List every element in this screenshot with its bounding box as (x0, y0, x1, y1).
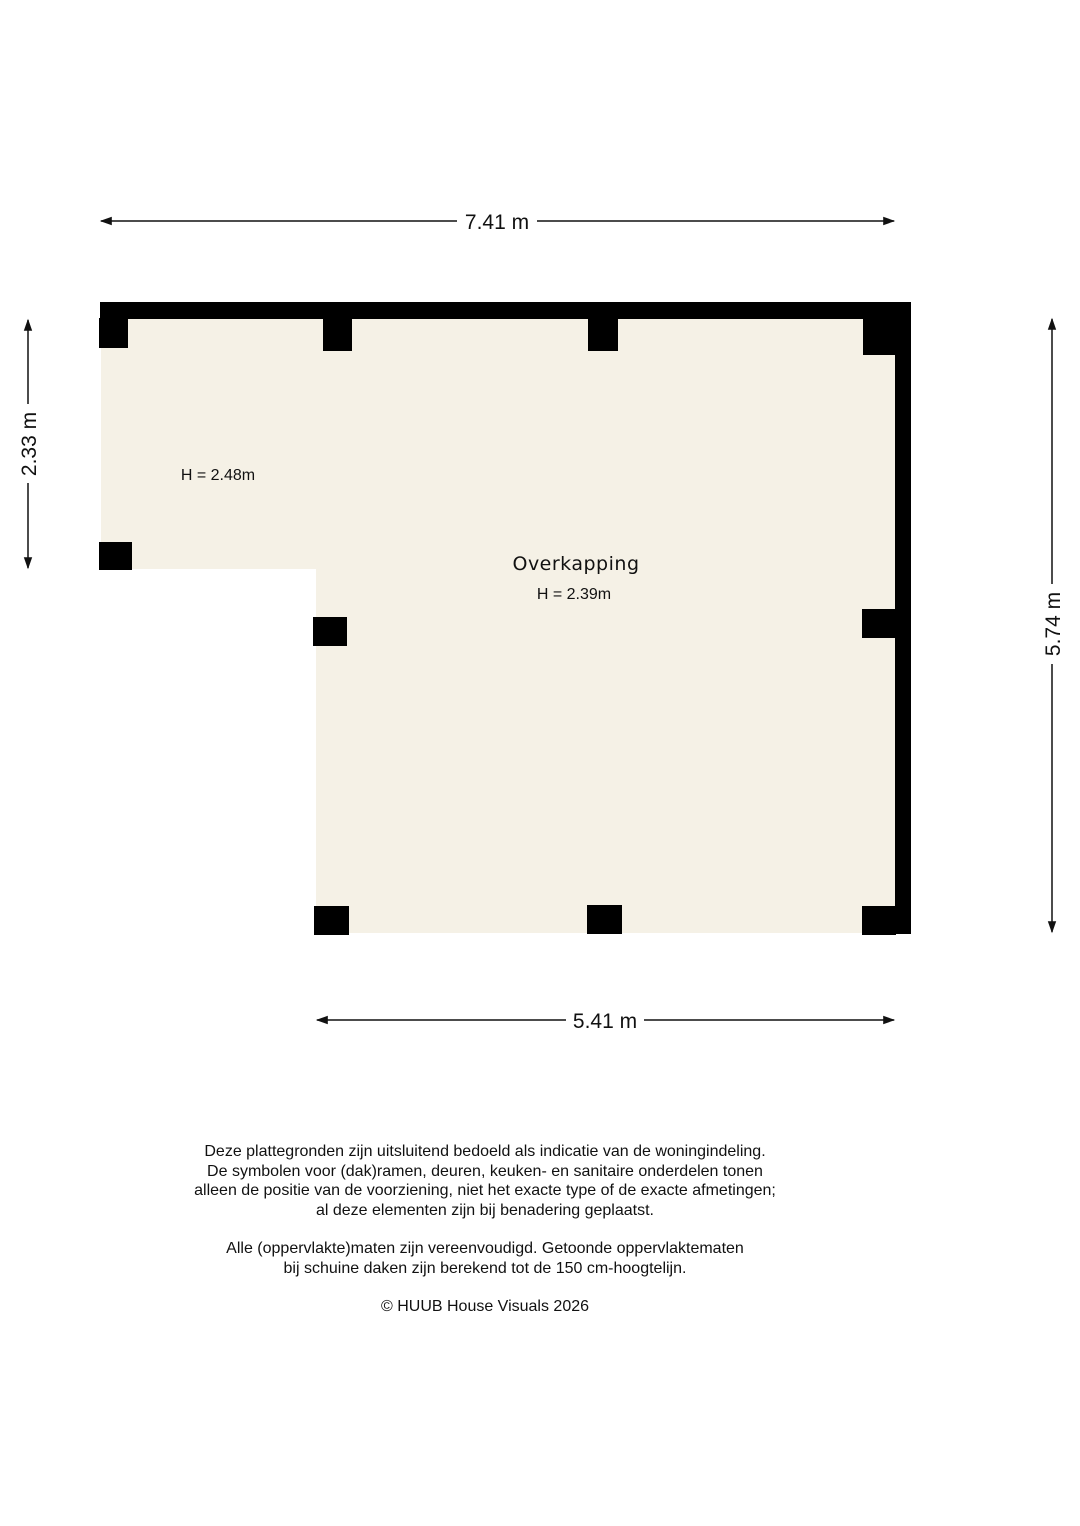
column (588, 318, 618, 351)
disclaimer-line: De symbolen voor (dak)ramen, deuren, keuken- en sanitaire onderdelen tonen (207, 1162, 763, 1180)
column (863, 318, 896, 355)
copyright-notice: © HUUB House Visuals 2026 (380, 1298, 590, 1315)
dimension-label-left: 2.33 m (18, 411, 41, 477)
dimension-label-right: 5.74 m (1042, 591, 1065, 657)
floor-area (101, 303, 910, 933)
disclaimer-line: bij schuine daken zijn berekend tot de 150 cm-hoogtelijn. (283, 1259, 687, 1277)
disclaimer-line: alleen de positie van de voorziening, niet het exacte type of de exacte afmetingen; (194, 1182, 776, 1199)
column (313, 617, 347, 646)
room-height-left: H = 2.48m (180, 467, 256, 484)
disclaimer-line: Deze plattegronden zijn uitsluitend bedoeld als indicatie van de woningindeling. (204, 1143, 766, 1160)
column (99, 318, 128, 348)
column (323, 318, 352, 351)
wall-right (895, 302, 911, 934)
dimension-right (1042, 319, 1065, 932)
column (587, 905, 622, 934)
room-name-overkapping: Overkapping (512, 553, 640, 575)
dimension-left (18, 320, 41, 568)
column (862, 609, 896, 638)
disclaimer-line: Alle (oppervlakte)maten zijn vereenvoudigd. Getoonde oppervlaktematen (226, 1240, 744, 1257)
column (99, 542, 132, 570)
dimension-bottom (317, 1010, 894, 1033)
wall-top (100, 302, 911, 319)
disclaimer-line: al deze elementen zijn bij benadering geplaatst. (315, 1201, 654, 1219)
column (862, 906, 896, 935)
dimension-label-bottom: 5.41 m (572, 1010, 638, 1033)
dimension-top (101, 211, 894, 234)
disclaimer-paragraph-1 (140, 1142, 830, 1220)
dimension-label-top: 7.41 m (464, 211, 530, 234)
room-height-overkapping: H = 2.39m (536, 586, 612, 603)
column (314, 906, 349, 935)
disclaimer-paragraph-2 (140, 1239, 830, 1278)
